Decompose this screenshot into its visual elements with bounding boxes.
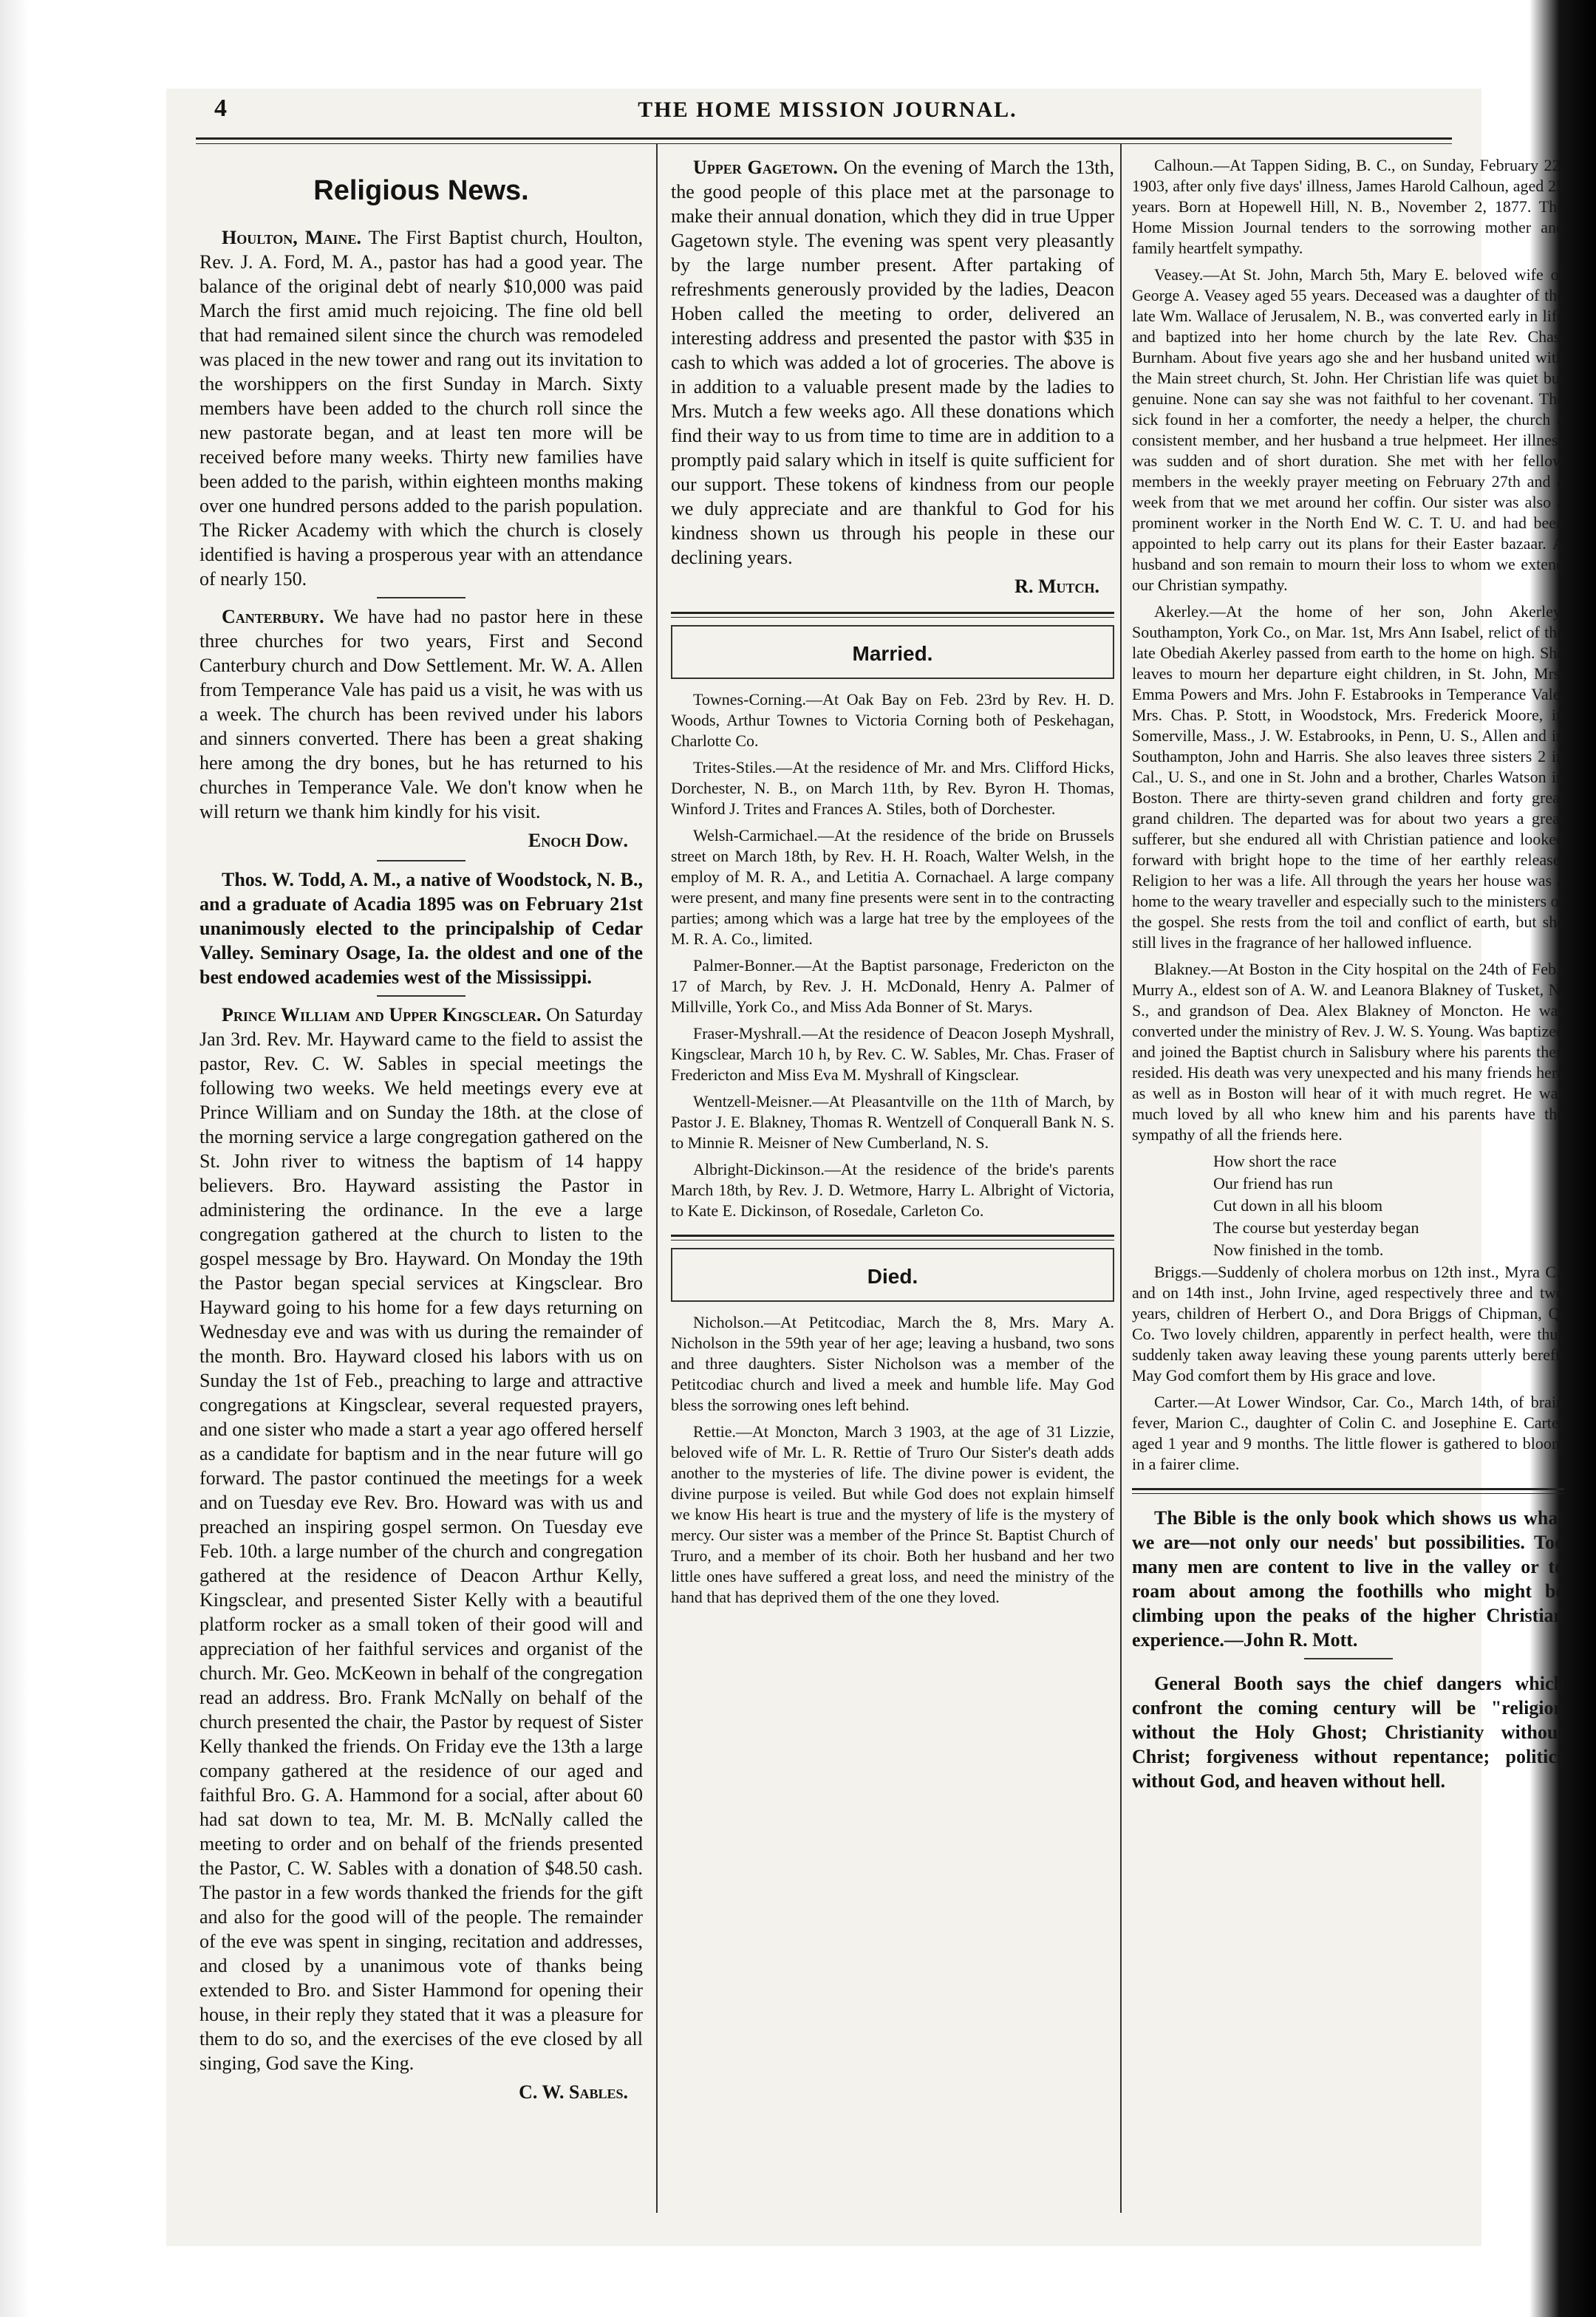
married-notice: Welsh-Carmichael.—At the residence of the bride on Brussels street on March 18th, by Rev. H. H. Roach, Walter Welsh, in the employ of M. R. A., and Letitia A. Cornachael. A large company were present, and many fine presents were sent in to the contracting parties; among which was a large hat tree by the employees of the M. R. A. Co., limited.	[671, 826, 1114, 948]
death-notice: Akerley.—At the home of her son, John Akerley, Southampton, York Co., on Mar. 1st, Mrs Ann Isabel, relict of the late Obediah Akerley passed from earth to the home on high. She leaves to mourn her departure eight children, in St. John, Mrs. Emma Powers and Mrs. John F. Estabrooks in Temperance Vale, Mrs. Chas. P. Stott, in Woodstock, Mrs. Frederick Moore, in Somerville, Mass., J. W. Estabrooks, in Penn, U. S., Allen and in Southampton, John and Harris. She also leaves three sisters 2 in Cal., U. S., and one in St. John and a brother, Charles Watson in Boston. There are thirty-seven grand children and forty great grand children. The departed was for about two years a great sufferer, but she endured all with Christian patience and looked forward with bright hope to the time of her earthly release. Religion to her was a life. All through the years her house was a home to the weary traveller and especially such to the ministers of the gospel. She rests from the toil and conflict of earth, but she still lives in the fragrance of her hallowed influence.	[1132, 602, 1564, 952]
news-item-prince-william	[200, 1003, 643, 2075]
column-divider	[656, 144, 658, 2213]
death-notice: Calhoun.—At Tappen Siding, B. C., on Sunday, February 22, 1903, after only five days' illness, James Harold Calhoun, aged 25 years. Born at Hopewell Hill, N. B., November 2, 1877. The Home Mission Journal tenders to the sorrowing mother and family heartfelt sympathy.	[1132, 156, 1564, 257]
death-notice: Briggs.—Suddenly of cholera morbus on 12th inst., Myra C., and on 14th inst., John Irvine, aged respectively three and two years, children of Herbert O., and Dora Briggs of Chipman, Q. Co. Two lovely children, apparently in perfect health, were thus suddenly taken away leaving these young parents utterly bereft. May God comfort them by His grace and love.	[1132, 1263, 1564, 1385]
signature: C. W. Sables.	[519, 2081, 628, 2103]
dateline: Upper Gagetown.	[693, 157, 838, 178]
quote-booth: General Booth says the chief dangers which confront the coming century will be "religion without the Holy Ghost; Christianity without Christ; forgiveness without repentance; politics without God, and heaven without hell.	[1132, 1673, 1564, 1792]
married-notice: Trites-Stiles.—At the residence of Mr. and Mrs. Clifford Hicks, Dorchester, N. B., on March 11th, by Rev. Byron H. Thomas, Winford J. Trites and Frances A. Stiles, both of Dorchester.	[671, 758, 1114, 818]
death-notice: Blakney.—At Boston in the City hospital on the 24th of Feb., Murry A., eldest son of A. W. and Leanora Blakney of Tusket, N. S., and grandson of Dea. Alex Blakney of Moncton. He was converted under the ministry of Rev. J. W. S. Young. Was baptized and joined the Baptist church in Salisbury where his parents then resided. His death was very unexpected and his many friends here as well as in Boston will hear of it with much regret. He was much loved by all who knew him and his parents have the sympathy of all the friends here.	[1132, 960, 1564, 1144]
dateline: Canterbury.	[222, 606, 324, 627]
died-heading-box	[671, 1248, 1114, 1302]
news-item-canterbury	[200, 604, 643, 824]
column-1	[200, 155, 643, 2209]
page-header	[214, 95, 1441, 130]
divider	[1132, 1488, 1564, 1494]
signature: R. Mutch.	[1014, 576, 1099, 597]
scan-margin-left	[0, 0, 30, 2317]
death-notice: Carter.—At Lower Windsor, Car. Co., March 14th, of brain fever, Marion C., daughter of Colin C. and Josephine E. Carter aged 1 year and 9 months. The little flower is gathered to bloom in a fairer clime.	[1132, 1393, 1564, 1473]
divider	[671, 1235, 1114, 1241]
quote-mott: The Bible is the only book which shows us what we are—not only our needs' but possibilities. Too many men are content to live in the valley or to roam about among the foothills who might be climbing upon the peaks of the higher Christian experience.—John R. Mott.	[1132, 1507, 1564, 1651]
divider	[671, 612, 1114, 618]
news-item-upper-gagetown	[671, 155, 1114, 570]
news-item-todd: Thos. W. Todd, A. M., a native of Woodstock, N. B., and a graduate of Acadia 1895 was on February 21st unanimously elected to the principalship of Cedar Valley. Seminary Osage, Ia. the oldest and one of the best endowed academies west of the Mississippi.	[200, 869, 643, 988]
news-text: The First Baptist church, Houlton, Rev. J. A. Ford, M. A., pastor has had a good year. The balance of the original debt of nearly $10,000 was paid March the first amid much rejoicing. The fine old bell that had remained silent since the church was remodeled was placed in the new tower and rang out its invitation to the worshippers on the first Sunday in March. Sixty members have been added to the church roll since the new pastorate began, and at least ten more will be received before many weeks. Thirty new families have been added to the parish, within eighteen months making over one hundred persons added to the parish population. The Ricker Academy with which the church is closely identified is having a prosperous year with an attendance of nearly 150.	[200, 227, 643, 590]
signature: Enoch Dow.	[528, 830, 628, 851]
section-title-married: Married.	[852, 642, 933, 665]
married-notice: Fraser-Myshrall.—At the residence of Deacon Joseph Myshrall, Kingsclear, March 10 h, by Rev. C. W. Sables, Mr. Chas. Fraser of Fredericton and Miss Eva M. Myshrall of Kingsclear.	[671, 1024, 1114, 1084]
memorial-verse	[1132, 1151, 1564, 1260]
death-notice: Veasey.—At St. John, March 5th, Mary E. beloved wife of George A. Veasey aged 55 years. Deceased was a daughter of the late Wm. Wallace of Jerusalem, N. B., was converted early in life and baptized into her home church by the late Rev. Chas. Burnham. About five years ago she and her husband united with the Main street church, St. John. Her Christian life was quiet but genuine. None can say she was not faithful to her covenant. The sick found in her a comforter, the needy a helper, the church a consistent member, and her husband a true helpmeet. Her illness was sudden and of short duration. She met with her fellow members in the weekly prayer meeting on February 27th and a week from that we met around her coffin. Our sister was also a prominent worker in the North End W. C. T. U. and had been appointed to help carry out its plans for their Easter bazaar. A husband and son remain to mourn their loss to whom we extend our Christian sympathy.	[1132, 265, 1564, 594]
verse-line: How short the race	[1213, 1152, 1337, 1170]
verse-line: Now finished in the tomb.	[1213, 1241, 1384, 1259]
married-heading-box	[671, 625, 1114, 679]
verse-line: The course but yesterday began	[1213, 1218, 1419, 1237]
divider	[377, 860, 466, 861]
news-item-houlton	[200, 225, 643, 591]
column-divider	[1120, 144, 1122, 2213]
married-notice: Albright-Dickinson.—At the residence of the bride's parents March 18th, by Rev. J. D. Wetmore, Harry L. Albright of Victoria, to Kate E. Dickinson, of Rosedale, Carleton Co.	[671, 1160, 1114, 1220]
divider	[377, 597, 466, 598]
verse-line: Cut down in all his bloom	[1213, 1196, 1383, 1215]
dateline: Houlton, Maine.	[222, 227, 361, 248]
column-2	[671, 155, 1114, 2209]
news-text: We have had no pastor here in these three churches for two years, First and Second Canterbury church and Dow Settlement. Mr. W. A. Allen from Temperance Vale has paid us a visit, he was with us a week. The church has been revived under his labors and sinners converted. There has been a great shaking here among the dry bones, but he has returned to his churches in Temperance Vale. We don't know when he will return we thank him kindly for his visit.	[200, 606, 643, 822]
married-notice: Townes-Corning.—At Oak Bay on Feb. 23rd by Rev. H. D. Woods, Arthur Townes to Victoria Corning both of Peskehagan, Charlotte Co.	[671, 690, 1114, 750]
header-rule	[196, 137, 1452, 144]
married-notice: Wentzell-Meisner.—At Pleasantville on the 11th of March, by Pastor J. E. Blakney, Thomas R. Wentzell of Conquerall Bank N. S. to Minnie R. Meisner of New Cumberland, N. S.	[671, 1092, 1114, 1152]
divider	[1304, 1658, 1393, 1659]
journal-title: THE HOME MISSION JOURNAL.	[638, 98, 1017, 122]
page-number: 4	[214, 95, 227, 122]
section-title-died: Died.	[867, 1265, 918, 1288]
news-text: On the evening of March the 13th, the good people of this place met at the parsonage to make their annual donation, which they did in true Upper Gagetown style. The evening was spent very pleasantly by the large number present. After partaking of refreshments generously provided by the ladies, Deacon Hoben called the meeting to order, delivered an interesting address and presented the pastor with $35 in cash to which was added a lot of groceries. The above is in addition to a valuable present made by the ladies to Mrs. Mutch a few weeks ago. All these donations which find their way to us from time to time are in addition to a promptly paid salary which in itself is quite sufficient for our support. These tokens of kindness from our people we duly appreciate and are thankful to God for his kindness shown us through his people in these our declining years.	[671, 157, 1114, 568]
news-text: On Saturday Jan 3rd. Rev. Mr. Hayward came to the field to assist the pastor, Rev. C. W. Sables in special meetings the following two weeks. We held meetings every eve at Prince William and on Sunday the 18th. at the close of the morning service a large congregation gathered on the St. John river to witness the baptism of 14 happy believers. Bro. Hayward assisting the Pastor in administering the ordinance. In the eve a large congregation gathered at the church to listen to the gospel message by Bro. Hayward. On Monday the 19th the Pastor began special services at Kingsclear. Bro Hayward going to his home for a few days returning on Wednesday eve and was with us during the remainder of the month. Bro. Hayward closed his labors with us on Sunday the 1st of Feb., preaching to large and attractive congregations at Kingsclear, several requested prayers, and one sister who made a start a year ago offered herself as a candidate for baptism and in the near future will go forward. The pastor continued the meetings for a week and on Tuesday eve Rev. Bro. Howard was with us and preached an inspiring gospel sermon. On Tuesday eve Feb. 10th. a large number of the church and congregation gathered at the residence of Deacon Arthur Kelly, Kingsclear, and presented Sister Kelly with a beautiful platform rocker as a small token of their good will and appreciation of her faithful services and organist of the church. Mr. Geo. McKeown in behalf of the congregation read an address. Bro. Frank McNally on behalf of the church presented the chair, the Pastor by request of Sister Kelly thanked the friends. On Friday eve the 13th a large company gathered at the residence of our aged and faithful Bro. G. A. Hammond for a social, after about 60 had sat down to tea, Mr. M. B. McNally called the meeting to order and on behalf of the friends presented the Pastor, C. W. Sables with a donation of $48.50 cash. The pastor in a few words thanked the friends for the gift and also for the good will of the people. The remainder of the eve was spent in singing, recitation and addresses, and closed by a unanimous vote of thanks being extended to Bro. and Sister Hammond for opening their house, in their reply they stated that it was a pleasure for them to do so, and the exercises of the eve closed by all singing, God save the King.	[200, 1004, 643, 2074]
divider	[377, 995, 466, 997]
column-3	[1132, 155, 1564, 2209]
death-notice: Rettie.—At Moncton, March 3 1903, at the age of 31 Lizzie, beloved wife of Mr. L. R. Rettie of Truro Our Sister's death adds another to the mysteries of life. The divine power is evident, the divine purpose is veiled. But while God does not explain himself we know His heart is true and the mystery of life is the mystery of mercy. Our sister was a member of the Prince St. Baptist Church of Truro, and a member of its choir. Both her husband and her two little ones have suffered a great loss, and need the ministry of the hand that has deprived them of the one they loved.	[671, 1422, 1114, 1606]
death-notice: Nicholson.—At Petitcodiac, March the 8, Mrs. Mary A. Nicholson in the 59th year of her age; leaving a husband, two sons and three daughters. Sister Nicholson was a member of the Petitcodiac church and lived a meek and humble life. May God bless the sorrowing ones left behind.	[671, 1313, 1114, 1414]
verse-line: Our friend has run	[1213, 1174, 1333, 1192]
section-title-religious-news: Religious News.	[313, 175, 529, 206]
dateline: Prince William and Upper Kingsclear.	[222, 1004, 542, 1026]
married-notice: Palmer-Bonner.—At the Baptist parsonage, Fredericton on the 17 of March, by Rev. J. H. McDonald, Henry A. Palmer of Millville, York Co., and Miss Ada Bonner of St. Marys.	[671, 956, 1114, 1016]
